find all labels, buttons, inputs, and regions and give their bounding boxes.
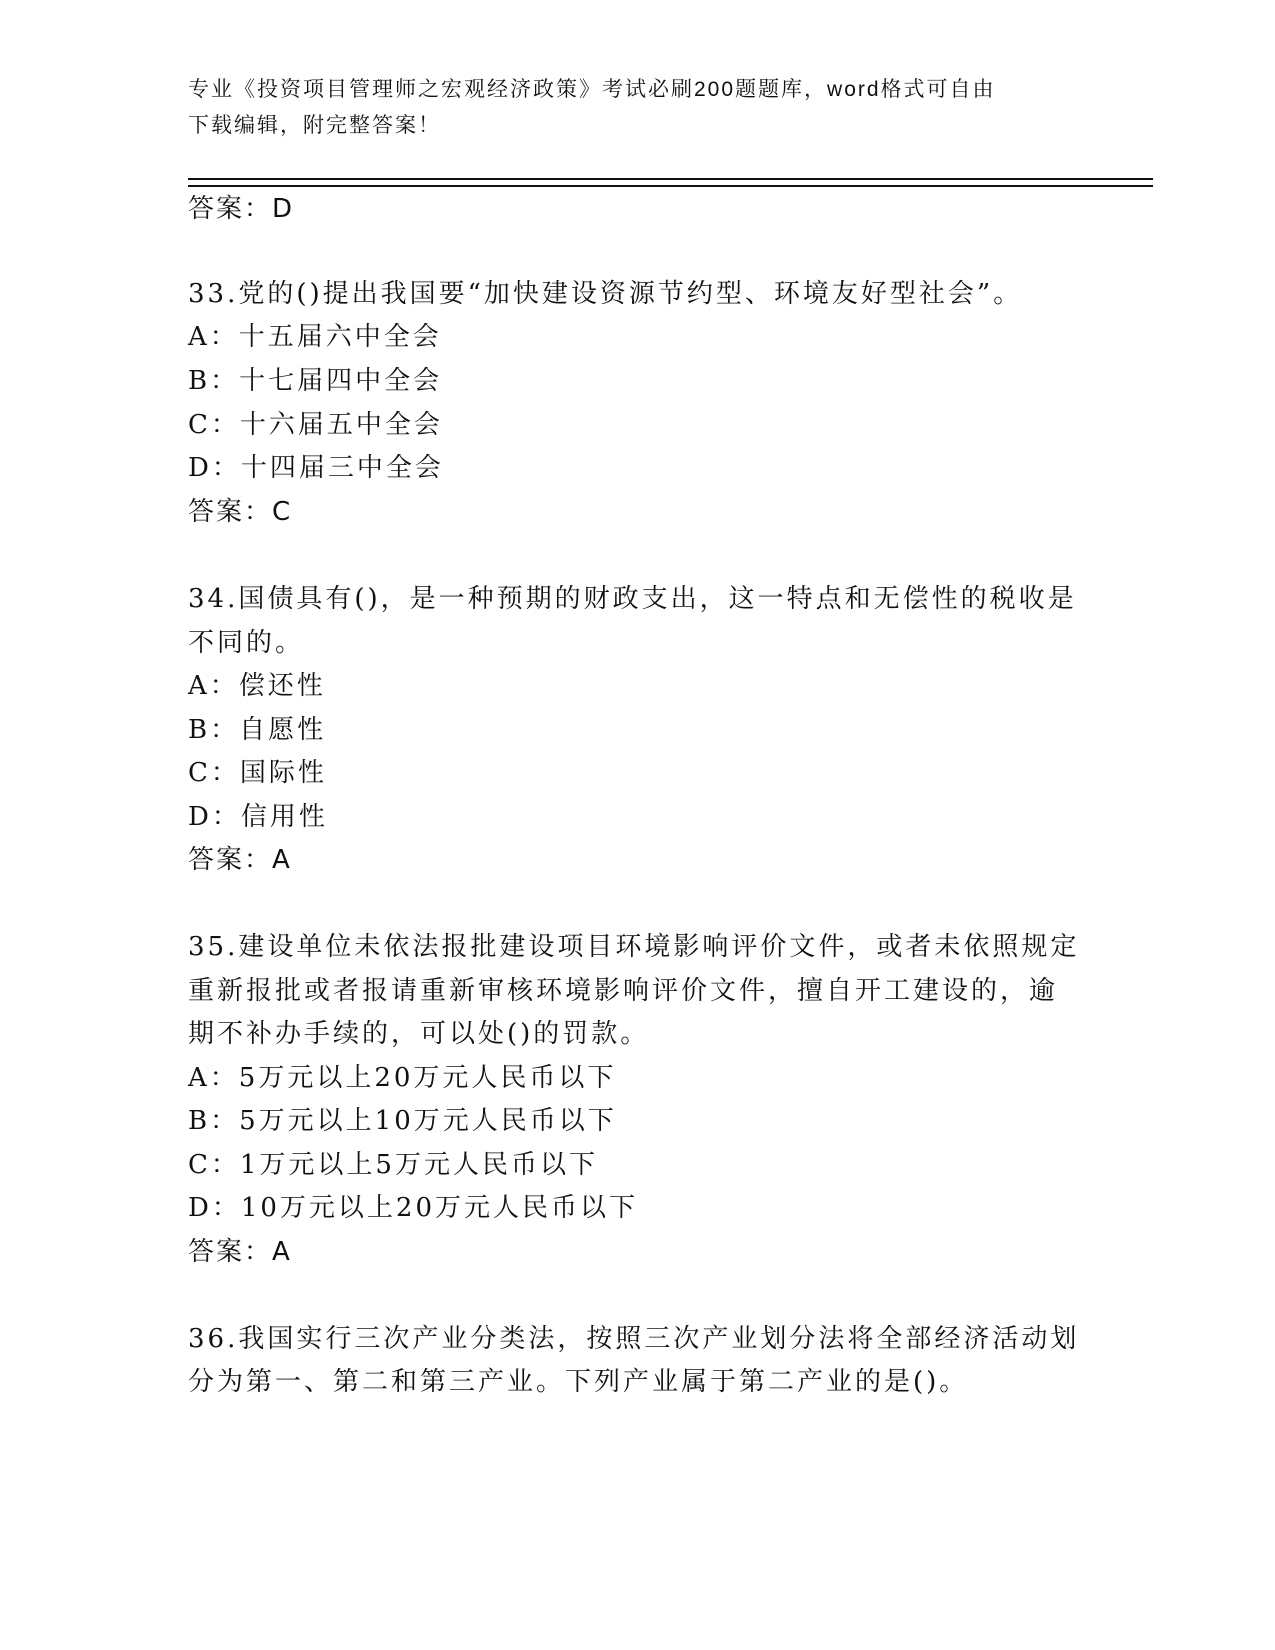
header-rule-bottom	[188, 185, 1153, 187]
question-35-option-c: C：1万元以上5万元人民币以下	[188, 1150, 598, 1180]
question-35-text-line-1: 35.建设单位未依法报批建设项目环境影响评价文件，或者未依照规定	[188, 932, 1080, 962]
question-36-text-line-1: 36.我国实行三次产业分类法，按照三次产业划分法将全部经济活动划	[188, 1324, 1080, 1354]
question-33-text-line-1: 33.党的()提出我国要“加快建设资源节约型、环境友好型社会”。	[188, 279, 1023, 309]
question-35-answer: 答案：A	[188, 1237, 292, 1267]
question-34-option-d: D：信用性	[188, 802, 328, 832]
header-rule-top	[188, 178, 1153, 180]
question-34-option-c: C：国际性	[188, 758, 327, 788]
document-header	[188, 72, 1068, 144]
question-33-option-b: B：十七届四中全会	[188, 366, 443, 396]
question-35-text-line-2: 重新报批或者报请重新审核环境影响评价文件，擅自开工建设的，逾	[188, 976, 1059, 1006]
question-34-option-b: B：自愿性	[188, 715, 327, 745]
question-36-text-line-2: 分为第一、第二和第三产业。下列产业属于第二产业的是()。	[188, 1367, 969, 1397]
question-35-option-a: A：5万元以上20万元人民币以下	[188, 1063, 617, 1093]
question-33-option-a: A：十五届六中全会	[188, 322, 442, 352]
question-35-text-line-3: 期不补办手续的，可以处()的罚款。	[188, 1019, 650, 1049]
question-35-option-b: B：5万元以上10万元人民币以下	[188, 1106, 617, 1136]
question-34-text-line-1: 34.国债具有()，是一种预期的财政支出，这一特点和无偿性的税收是	[188, 584, 1077, 614]
question-33-answer: 答案：C	[188, 497, 293, 527]
header-line-2: 下载编辑，附完整答案！	[188, 114, 441, 137]
previous-answer: 答案：D	[188, 194, 295, 224]
header-line-1: 专业《投资项目管理师之宏观经济政策》考试必刷200题题库，word格式可自由	[188, 78, 996, 101]
question-33-option-d: D：十四届三中全会	[188, 453, 444, 483]
question-34-text-line-2: 不同的。	[188, 628, 305, 658]
question-34-answer: 答案：A	[188, 845, 292, 875]
question-34-option-a: A：偿还性	[188, 671, 326, 701]
question-33-option-c: C：十六届五中全会	[188, 410, 443, 440]
question-35-option-d: D：10万元以上20万元人民币以下	[188, 1193, 639, 1223]
